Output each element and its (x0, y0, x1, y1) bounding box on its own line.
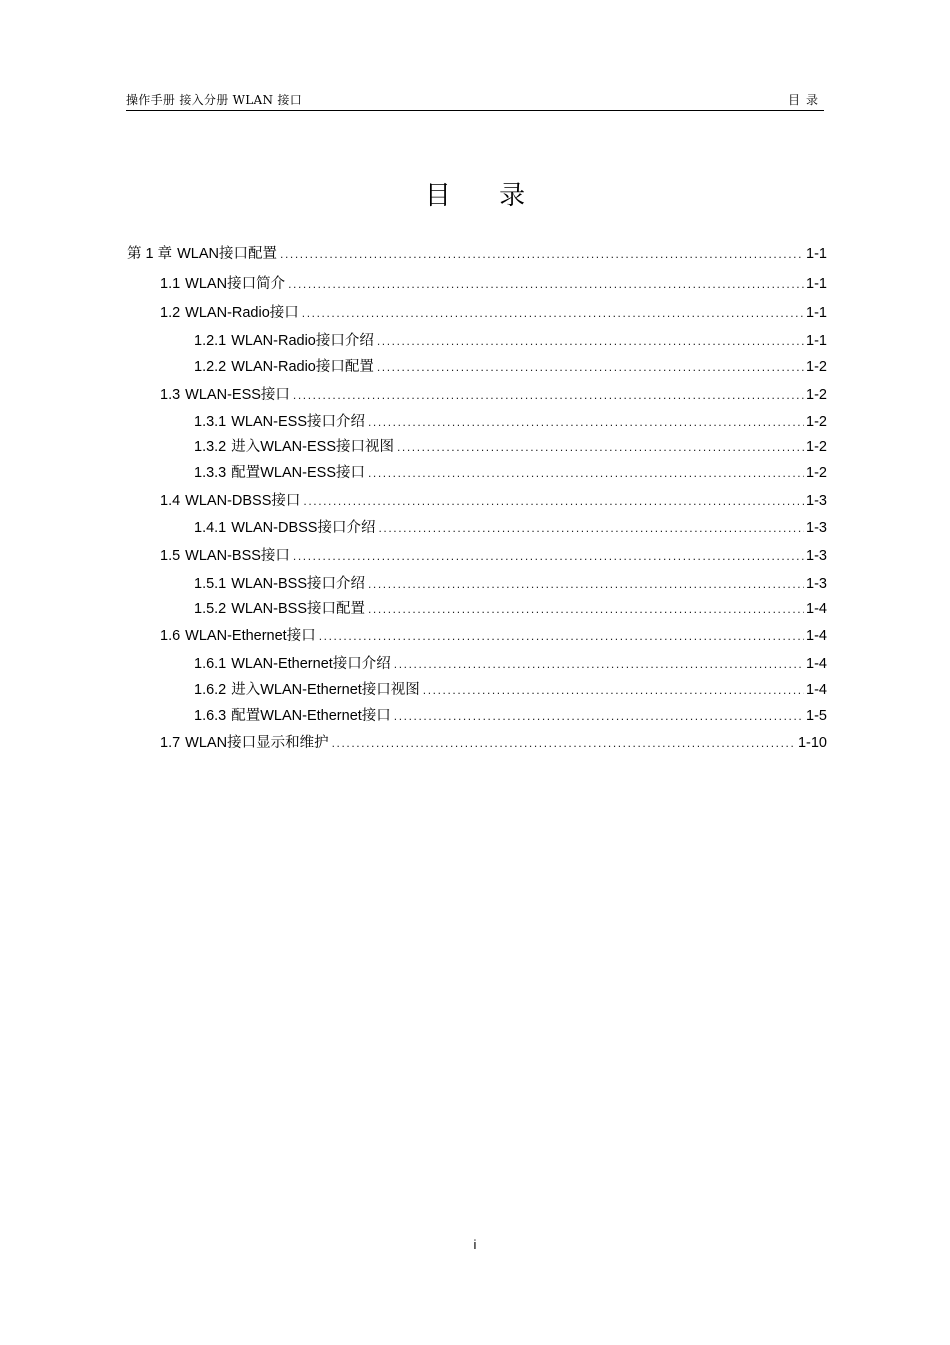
toc-text: WLAN-BSS接口 (185, 548, 290, 564)
toc-entry-1-4[interactable] (160, 489, 827, 509)
toc-dot-leader (302, 306, 804, 320)
toc-text: WLAN接口简介 (185, 276, 286, 292)
toc-page: 1-5 (806, 708, 827, 724)
toc-dot-leader (319, 629, 804, 643)
toc-number: 1.6.3 (194, 708, 227, 724)
toc-page: 1-4 (806, 656, 827, 672)
toc-text: 配置WLAN-ESS接口 (231, 465, 365, 481)
toc-page: 1-3 (806, 576, 827, 592)
toc-number: 1.1 (160, 276, 181, 292)
toc-entry-1-3-3[interactable] (194, 461, 827, 481)
toc-dot-leader (332, 736, 796, 750)
toc-page: 1-3 (806, 548, 827, 564)
toc-entry-1-3-2[interactable] (194, 435, 827, 455)
toc-number: 第 1 章 (127, 246, 173, 262)
toc-number: 1.3.1 (194, 414, 227, 430)
toc-page: 1-2 (806, 359, 827, 375)
toc-page: 1-2 (806, 465, 827, 481)
toc-entry-1-2-1[interactable] (194, 329, 827, 349)
toc-entry-1-5-1[interactable] (194, 572, 827, 592)
toc-entry-1-4-1[interactable] (194, 516, 827, 536)
toc-page: 1-3 (806, 493, 827, 509)
toc-number: 1.3.3 (194, 465, 227, 481)
header-doc-title: 操作手册 接入分册 WLAN 接口 (126, 93, 303, 107)
toc-number: 1.4 (160, 493, 181, 509)
toc-dot-leader (293, 388, 804, 402)
header-section-title: 目录 (787, 93, 824, 107)
toc-entry-1-2[interactable] (160, 301, 827, 321)
toc-number: 1.5.2 (194, 601, 227, 617)
toc-text: WLAN接口显示和维护 (185, 735, 329, 751)
toc-text: WLAN-Radio接口配置 (231, 359, 374, 375)
toc-dot-leader (394, 657, 804, 671)
toc-entry-1-6-3[interactable] (194, 704, 827, 724)
toc-text: WLAN-DBSS接口介绍 (231, 520, 376, 536)
toc-text: 进入WLAN-ESS接口视图 (231, 439, 394, 455)
toc-dot-leader (293, 549, 804, 563)
toc-number: 1.6.2 (194, 682, 227, 698)
toc-number: 1.3 (160, 387, 181, 403)
toc-entry-1-5-2[interactable] (194, 597, 827, 617)
page-header (126, 90, 824, 111)
toc-text: 配置WLAN-Ethernet接口 (231, 708, 391, 724)
toc-page: 1-2 (806, 439, 827, 455)
toc-page: 1-1 (806, 305, 827, 321)
toc-page: 1-1 (806, 276, 827, 292)
toc-text: WLAN接口配置 (177, 246, 278, 262)
toc-number: 1.6 (160, 628, 181, 644)
toc-number: 1.5 (160, 548, 181, 564)
toc-title: 目 录 (424, 181, 546, 211)
toc-text: WLAN-BSS接口介绍 (231, 576, 365, 592)
toc-dot-leader (368, 415, 804, 429)
toc-text: WLAN-Radio接口 (185, 305, 299, 321)
toc-number: 1.6.1 (194, 656, 227, 672)
toc-dot-leader (288, 277, 804, 291)
toc-page: 1-1 (806, 333, 827, 349)
toc-dot-leader (394, 709, 804, 723)
toc-entry-1-1[interactable] (160, 272, 827, 292)
toc-text: WLAN-Ethernet接口介绍 (231, 656, 391, 672)
toc-dot-leader (377, 334, 804, 348)
toc-text: 进入WLAN-Ethernet接口视图 (231, 682, 420, 698)
toc-page: 1-10 (797, 735, 827, 751)
toc-entry-1-3-1[interactable] (194, 410, 827, 430)
toc-dot-leader (378, 521, 804, 535)
toc-page: 1-4 (806, 682, 827, 698)
toc-number: 1.2 (160, 305, 181, 321)
toc-page: 1-4 (806, 628, 827, 644)
toc-number: 1.7 (160, 735, 181, 751)
toc-dot-leader (368, 466, 804, 480)
toc-number: 1.4.1 (194, 520, 227, 536)
toc-page: 1-2 (806, 414, 827, 430)
toc-text: WLAN-ESS接口介绍 (231, 414, 365, 430)
toc-entry-1-6-1[interactable] (194, 652, 827, 672)
toc-entry-1-3[interactable] (160, 383, 827, 403)
toc-entry-1-5[interactable] (160, 544, 827, 564)
toc-number: 1.2.1 (194, 333, 227, 349)
toc-number: 1.3.2 (194, 439, 227, 455)
toc-page: 1-1 (806, 246, 827, 262)
toc-entry-1-6[interactable] (160, 624, 827, 644)
toc-dot-leader (397, 440, 804, 454)
toc-dot-leader (280, 247, 804, 261)
toc-text: WLAN-Radio接口介绍 (231, 333, 374, 349)
toc-text: WLAN-Ethernet接口 (185, 628, 316, 644)
toc-entry-chapter-1[interactable] (127, 242, 827, 262)
toc-text: WLAN-BSS接口配置 (231, 601, 365, 617)
toc-dot-leader (368, 577, 804, 591)
toc-text: WLAN-ESS接口 (185, 387, 290, 403)
toc-page: 1-3 (806, 520, 827, 536)
toc-number: 1.5.1 (194, 576, 227, 592)
toc-dot-leader (377, 360, 804, 374)
toc-dot-leader (368, 602, 804, 616)
toc-dot-leader (423, 683, 804, 697)
page-number: i (473, 1237, 477, 1252)
toc-dot-leader (303, 494, 804, 508)
toc-page: 1-2 (806, 387, 827, 403)
toc-entry-1-2-2[interactable] (194, 355, 827, 375)
toc-entry-1-6-2[interactable] (194, 678, 827, 698)
toc-entry-1-7[interactable] (160, 731, 827, 751)
toc-page: 1-4 (806, 601, 827, 617)
toc-number: 1.2.2 (194, 359, 227, 375)
toc-text: WLAN-DBSS接口 (185, 493, 301, 509)
